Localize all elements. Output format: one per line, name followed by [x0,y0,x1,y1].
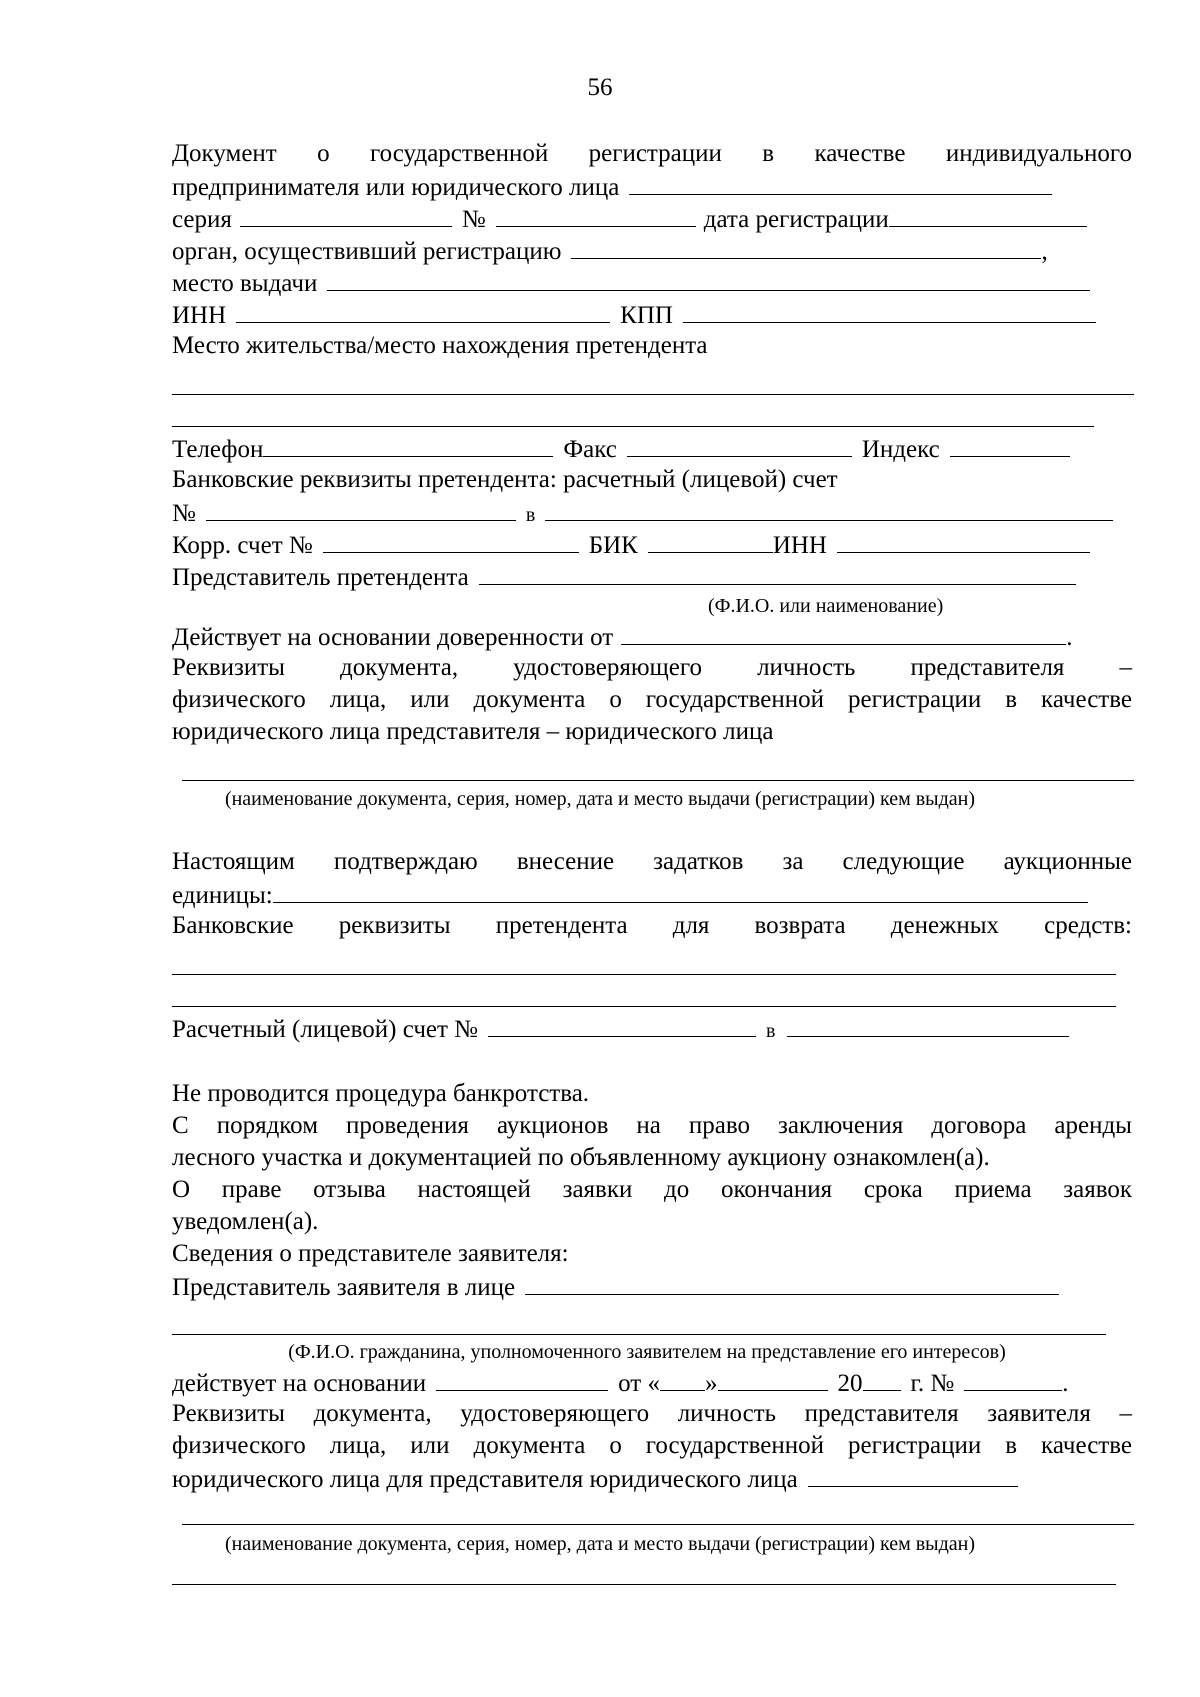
field-refund-bank[interactable] [787,1012,1069,1037]
word: удостоверяющего [460,1400,650,1427]
label-registration-authority: орган, осуществивший регистрацию [172,238,562,265]
label-registration-date: дата регистрации [703,206,889,233]
text-line: уведомлен(а). [172,1208,319,1235]
line-power-of-attorney [172,620,1132,652]
field-refund-details-line-2[interactable] [172,1006,1116,1007]
word: О [172,1176,191,1203]
text-line: Не проводится процедура банкротства. [172,1080,590,1107]
field-year[interactable] [863,1366,901,1391]
line-registration-authority [172,234,1132,266]
word: до [664,1176,690,1203]
label-series: серия [172,206,232,233]
period: . [1066,624,1073,651]
word: денежных [890,912,999,939]
field-inn[interactable] [236,298,610,323]
field-day[interactable] [660,1366,705,1391]
label-number-2: г. № [910,1370,955,1397]
word: документа [473,686,586,713]
line-withdrawal-right-2 [172,1206,1132,1238]
text-line: юридического лица представителя – юридического лица [172,718,774,745]
label-kpp: КПП [620,302,673,329]
label-legal-entity-rep: юридического лица для представителя юридического лица [172,1466,798,1493]
word: государственной [370,140,549,167]
field-fax[interactable] [627,432,852,457]
word: государственной [645,1432,824,1459]
field-series[interactable] [240,202,452,227]
line-entrepreneur [172,170,1132,202]
label-number: № [461,206,486,233]
field-applicant-rep-document[interactable] [182,1524,1134,1525]
field-applicant-representative-line-2[interactable] [172,1334,1106,1335]
word: средств: [1044,912,1132,939]
word: заявки [562,1176,633,1203]
label-representative: Представитель претендента [172,564,469,591]
field-registration-document[interactable] [629,170,1052,195]
field-registration-date[interactable] [889,202,1087,227]
word: о [317,140,330,167]
line-acts-on-basis [172,1366,1132,1398]
page-number: 56 [587,74,613,101]
word: качестве [814,140,906,167]
word: порядком [216,1112,319,1139]
word: представителя [910,654,1065,681]
caption-name-or-title: (Ф.И.О. или наименование) [708,595,944,617]
label-entrepreneur: предпринимателя или юридического лица [172,174,620,201]
label-from-day: от « [618,1370,660,1397]
line-auction-procedure-2 [172,1142,1132,1174]
word: физического [172,1432,306,1459]
label-year-prefix: 20 [837,1370,863,1397]
word: претендента [495,912,628,939]
field-legal-entity-rep[interactable] [808,1462,1018,1487]
word: заключения [778,1112,904,1139]
word: задатков [653,848,744,875]
word: удостоверяющего [513,654,703,681]
line-applicant-representative-info [172,1238,1132,1270]
word: качестве [1041,686,1132,713]
line-applicant-rep-details-3 [172,1462,1132,1494]
word: срока [863,1176,923,1203]
field-phone[interactable] [263,432,553,457]
field-auction-units[interactable] [273,878,1088,903]
comma: , [1041,238,1048,265]
label-applicant-representative: Представитель заявителя в лице [172,1274,516,1301]
word: представителя [804,1400,959,1427]
word: реквизиты [338,912,451,939]
label-power-of-attorney: Действует на основании доверенности от [172,624,614,651]
field-inn-2[interactable] [837,528,1090,553]
field-residence-line-1[interactable] [172,394,1134,395]
word: – [1119,654,1132,681]
word: регистрации [847,1432,982,1459]
word: следующие [842,848,965,875]
word: документа, [313,1400,432,1427]
caption-document-details-2: (наименование документа, серия, номер, дата и место выдачи (регистрации) кем выдан) [224,1533,976,1555]
field-corr-account[interactable] [323,528,579,553]
word: на [636,1112,661,1139]
line-account-number [172,496,1132,528]
word: Реквизиты [172,1400,285,1427]
line-place-of-issue [172,266,1132,298]
word: С [172,1112,189,1139]
field-representative[interactable] [479,560,1076,585]
word: аукционов [496,1112,609,1139]
word: приема [954,1176,1032,1203]
field-bank-name[interactable] [545,496,1113,521]
line-auction-procedure-1 [172,1110,1132,1142]
line-corr-account [172,528,1132,560]
word: окончания [720,1176,833,1203]
field-residence-line-2[interactable] [172,426,1094,427]
field-refund-details-line-1[interactable] [172,974,1116,975]
word: настоящей [417,1176,531,1203]
label-refund-bank: в [766,1020,776,1042]
line-auction-units [172,878,1132,910]
word: аукционные [1003,848,1132,875]
label-inn: ИНН [172,302,227,329]
label-refund-account: Расчетный (лицевой) счет № [172,1016,479,1043]
word: подтверждаю [333,848,478,875]
field-number[interactable] [496,202,696,227]
field-bik[interactable] [648,528,773,553]
text-line: лесного участка и документацией по объявленному аукциону ознакомлен(а). [172,1144,990,1171]
line-phone-fax-index [172,432,1132,464]
field-place-of-issue[interactable] [327,266,1090,291]
word: договора [931,1112,1027,1139]
line-applicant-representative [172,1270,1132,1302]
line-inn-kpp [172,298,1132,330]
word: лица, [329,1432,387,1459]
word: проведения [346,1112,469,1139]
label-in-bank: в [525,504,536,526]
line-residence [172,330,1132,362]
word: физического [172,686,306,713]
word: внесение [516,848,615,875]
word: заявок [1063,1176,1132,1203]
label-phone: Телефон [172,436,264,463]
label-corr-account: Корр. счет № [172,532,313,559]
word: или [410,686,450,713]
line-document-registration [172,138,1132,170]
label-account-number: № [172,500,196,527]
word: регистрации [588,140,722,167]
word: право [688,1112,750,1139]
word: Настоящим [172,848,295,875]
label-bik: БИК [588,532,638,559]
word: Документ [172,140,277,167]
word: Реквизиты [172,654,285,681]
label-auction-units: единицы: [172,882,273,909]
word: в [1005,686,1018,713]
word: или [410,1432,450,1459]
field-number-2[interactable] [964,1366,1062,1391]
line-representative-details-3 [172,716,1132,748]
caption-document-details: (наименование документа, серия, номер, дата и место выдачи (регистрации) кем выдан) [224,788,976,810]
label-acts-on-basis: действует на основании [172,1370,427,1397]
line-withdrawal-right-1 [172,1174,1132,1206]
line-deposit-confirmation [172,846,1132,878]
word: индивидуального [945,140,1132,167]
label-place-of-issue: место выдачи [172,270,318,297]
word: регистрации [847,686,982,713]
text-line: Сведения о представителе заявителя: [172,1240,569,1267]
word: отзыва [313,1176,386,1203]
line-no-bankruptcy [172,1078,1132,1110]
word: Банковские [172,912,294,939]
field-account-number[interactable] [206,496,516,521]
label-inn-2: ИНН [772,532,827,559]
line-series-number-date [172,202,1132,234]
word: о [609,1432,622,1459]
field-applicant-representative[interactable] [525,1270,1059,1295]
word: праве [221,1176,282,1203]
word: заявителя [987,1400,1091,1427]
word: личность [757,654,856,681]
word: в [762,140,775,167]
field-refund-account[interactable] [488,1012,756,1037]
line-bank-details [172,464,1132,496]
word: лица, [329,686,387,713]
field-final-line[interactable] [172,1584,1116,1585]
word: о [609,686,622,713]
field-kpp[interactable] [683,298,1096,323]
field-power-of-attorney-date[interactable] [621,620,1066,645]
label-close-quote: » [705,1370,718,1397]
word: аренды [1054,1112,1132,1139]
word: качестве [1041,1432,1132,1459]
line-representative-details-2 [172,684,1132,716]
word: за [782,848,804,875]
label-index: Индекс [861,436,940,463]
line-representative [172,560,1132,592]
field-basis-document[interactable] [436,1366,608,1391]
word: документа [473,1432,586,1459]
caption-citizen-name: (Ф.И.О. гражданина, уполномоченного заявителем на представление его интересов) [288,1341,1006,1363]
period-2: . [1062,1370,1069,1397]
word: возврата [754,912,846,939]
word: государственной [645,686,824,713]
line-refund-account [172,1012,1132,1044]
field-month[interactable] [718,1366,828,1391]
word: личность [677,1400,777,1427]
line-refund-bank-details [172,910,1132,942]
word: для [672,912,710,939]
field-registration-authority[interactable] [571,234,1041,259]
line-representative-details-1 [172,652,1132,684]
label-bank-details: Банковские реквизиты претендента: расчетный (лицевой) счет [172,466,838,493]
word: документа, [340,654,459,681]
label-fax: Факс [563,436,617,463]
word: – [1119,1400,1132,1427]
label-residence: Место жительства/место нахождения претендента [172,332,708,359]
word: в [1005,1432,1018,1459]
line-applicant-rep-details-2 [172,1430,1132,1462]
field-index[interactable] [950,432,1070,457]
line-applicant-rep-details-1 [172,1398,1132,1430]
field-representative-document[interactable] [182,780,1134,781]
